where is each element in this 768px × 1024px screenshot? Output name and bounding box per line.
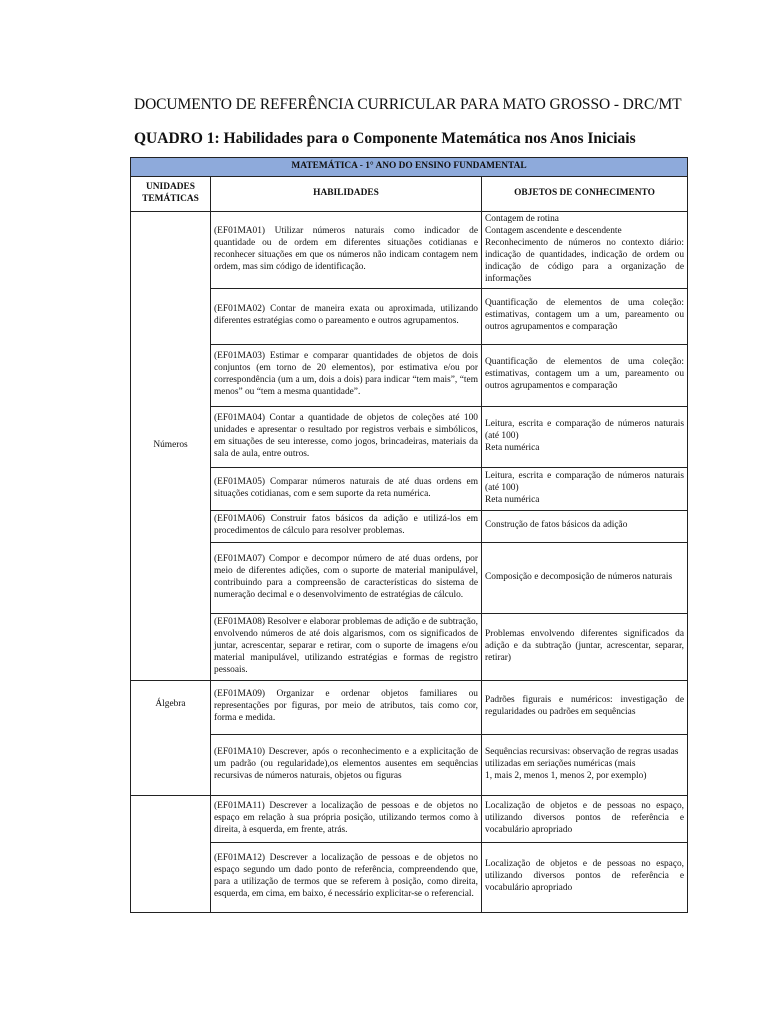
- objeto-line: Sequências recursivas: observação de regras usadas utilizadas em seriações numéricas (mais: [485, 746, 679, 769]
- habilidade-cell: (EF01MA09) Organizar e ordenar objetos familiares ou representações por figuras, por meio de atributos, tais como cor, forma e medida.: [211, 680, 482, 734]
- objeto-line: Localização de objetos e de pessoas no espaço, utilizando diversos pontos de referência e vocabulário apropriado: [485, 800, 685, 835]
- objeto-line: 1, mais 2, menos 1, menos 2, por exemplo): [485, 770, 647, 781]
- objeto-cell: [482, 212, 688, 289]
- habilidade-cell: (EF01MA07) Compor e decompor número de até duas ordens, por meio de diferentes adições, com o suporte de material manipulável, contribuindo para a compreensão de características do sistema de numeração decimal e o desenvolvimento de estratégias de cálculo.: [211, 542, 482, 613]
- column-header-habilidades: HABILIDADES: [211, 177, 482, 212]
- objeto-line: Reta numérica: [485, 494, 540, 505]
- table-row: [131, 795, 688, 842]
- habilidade-cell: (EF01MA02) Contar de maneira exata ou aproximada, utilizando diferentes estratégias como o pareamento e outros agrupamentos.: [211, 288, 482, 344]
- objeto-line: Quantificação de elementos de uma coleção: estimativas, contagem um a um, pareamento ou outros agrupamentos e comparação: [485, 357, 685, 392]
- table-row: [131, 406, 688, 467]
- objeto-cell: [482, 795, 688, 842]
- document-title: DOCUMENTO DE REFERÊNCIA CURRICULAR PARA MATO GROSSO - DRC/MT: [134, 96, 682, 113]
- table-row: [131, 613, 688, 680]
- objeto-cell: [482, 344, 688, 406]
- quadro-title: QUADRO 1: Habilidades para o Componente Matemática nos Anos Iniciais: [134, 130, 636, 147]
- habilidade-cell: (EF01MA08) Resolver e elaborar problemas de adição e de subtração, envolvendo números de até dois algarismos, com os significados de juntar, acrescentar, separar e retirar, com o suporte de imagens e/ou material manipulável, utilizando estratégias e formas de registro pessoais.: [211, 613, 482, 680]
- objeto-line: Reconhecimento de números no contexto diário: indicação de quantidades, indicação de ordem ou indicação de código para a organização de informações: [485, 237, 685, 284]
- objeto-cell: [482, 680, 688, 734]
- table-row: [131, 344, 688, 406]
- objeto-line: Leitura, escrita e comparação de números naturais (até 100): [485, 418, 685, 441]
- objeto-cell: [482, 842, 688, 912]
- table-header-row: [131, 177, 688, 212]
- objeto-cell: [482, 510, 688, 542]
- table-row: [131, 212, 688, 289]
- objeto-line: Localização de objetos e de pessoas no espaço, utilizando diversos pontos de referência e vocabulário apropriado: [485, 859, 685, 894]
- objeto-line: Construção de fatos básicos da adição: [485, 520, 628, 531]
- habilidade-cell: (EF01MA03) Estimar e comparar quantidades de objetos de dois conjuntos (em torno de 20 elementos), por estimativa e/ou por correspondência (um a um, dois a dois) para indicar “tem mais”, “tem menos” ou “tem a mesma quantidade”.: [211, 344, 482, 406]
- objeto-cell: [482, 613, 688, 680]
- table-row: [131, 734, 688, 795]
- unit-numeros: Números: [131, 212, 211, 681]
- habilidade-cell: (EF01MA04) Contar a quantidade de objetos de coleções até 100 unidades e apresentar o resultado por registros verbais e simbólicos, em situações de seu interesse, como jogos, brincadeiras, materiais da sala de aula, entre outros.: [211, 406, 482, 467]
- habilidade-cell: (EF01MA10) Descrever, após o reconhecimento e a explicitação de um padrão (ou regularidade),os elementos ausentes em sequências recursivas de números naturais, objetos ou figuras: [211, 734, 482, 795]
- habilidade-cell: (EF01MA05) Comparar números naturais de até duas ordens em situações cotidianas, com e sem suporte da reta numérica.: [211, 467, 482, 510]
- column-header-objetos: OBJETOS DE CONHECIMENTO: [482, 177, 688, 212]
- objeto-line: Quantificação de elementos de uma coleção: estimativas, contagem um a um, pareamento ou outros agrupamentos e comparação: [485, 298, 685, 333]
- table-row: [131, 510, 688, 542]
- table-row: [131, 288, 688, 344]
- objeto-cell: [482, 406, 688, 467]
- habilidade-cell: (EF01MA12) Descrever a localização de pessoas e de objetos no espaço segundo um dado ponto de referência, compreendendo que, para a utilização de termos que se referem à posição, como direita, esquerda, em cima, em baixo, é necessário explicitar-se o referencial.: [211, 842, 482, 912]
- table-row: [131, 542, 688, 613]
- objeto-cell: [482, 288, 688, 344]
- objeto-line: Problemas envolvendo diferentes significados da adição e da subtração (juntar, acrescentar, separar, retirar): [485, 628, 685, 663]
- objeto-line: Contagem de rotina: [485, 214, 559, 224]
- habilidade-cell: (EF01MA11) Descrever a localização de pessoas e de objetos no espaço em relação à sua própria posição, utilizando termos como à direita, à esquerda, em frente, atrás.: [211, 795, 482, 842]
- skills-table: [130, 157, 688, 913]
- column-header-unidades: UNIDADES TEMÁTICAS: [131, 177, 211, 212]
- objeto-line: Contagem ascendente e descendente: [485, 225, 622, 236]
- objeto-line: Leitura, escrita e comparação de números naturais (até 100): [485, 470, 685, 493]
- table-row: [131, 467, 688, 510]
- table-row: [131, 680, 688, 734]
- table-band-row: [131, 158, 688, 177]
- objeto-cell: [482, 542, 688, 613]
- objeto-line: Composição e decomposição de números naturais: [485, 571, 673, 582]
- unit-algebra: Álgebra: [131, 680, 211, 795]
- habilidade-cell: (EF01MA01) Utilizar números naturais como indicador de quantidade ou de ordem em diferentes situações cotidianas e reconhecer situações em que os números não indicam contagem nem ordem, mas sim código de identificação.: [211, 212, 482, 289]
- habilidade-cell: (EF01MA06) Construir fatos básicos da adição e utilizá-los em procedimentos de cálculo para resolver problemas.: [211, 510, 482, 542]
- objeto-cell: [482, 467, 688, 510]
- objeto-line: Padrões figurais e numéricos: investigação de regularidades ou padrões em sequências: [485, 695, 685, 718]
- table-row: [131, 842, 688, 912]
- objeto-cell: [482, 734, 688, 795]
- grade-band-header: MATEMÁTICA - 1° ANO DO ENSINO FUNDAMENTAL: [131, 158, 688, 177]
- objeto-line: Reta numérica: [485, 442, 540, 453]
- unit-empty: [131, 795, 211, 912]
